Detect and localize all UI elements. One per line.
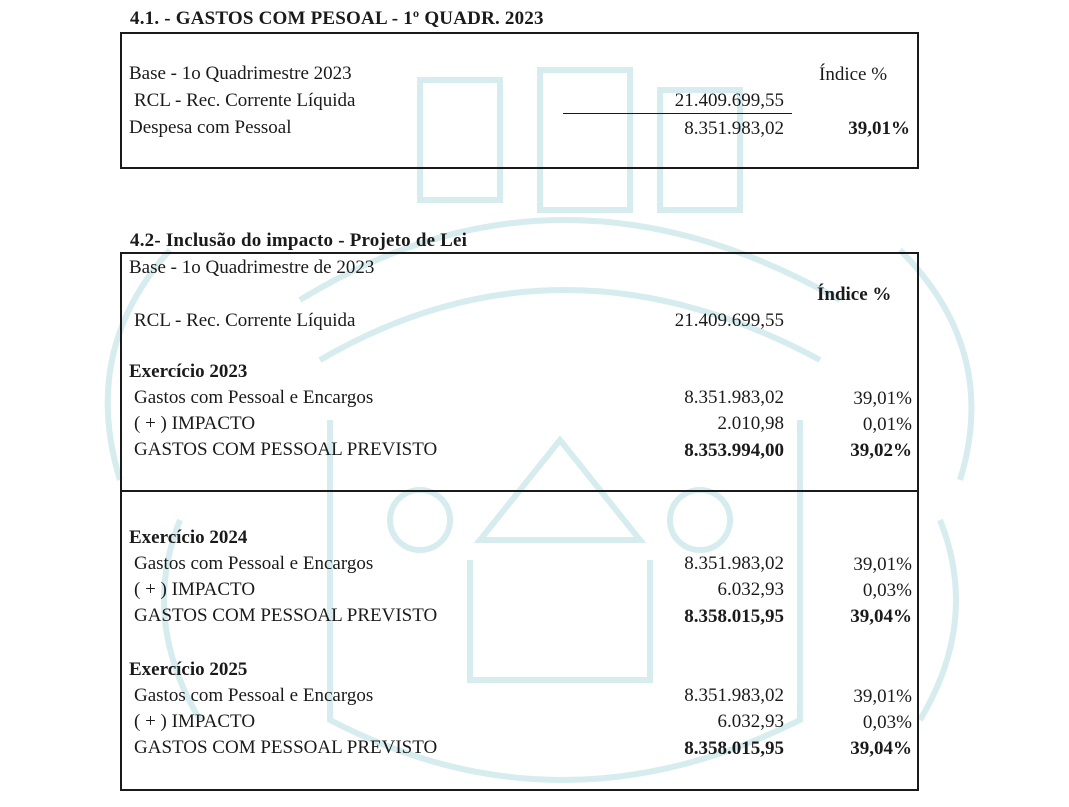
table-row-value: 2.010,98: [717, 413, 784, 434]
table-row-value: 8.351.983,02: [684, 553, 784, 574]
section2-title: 4.2- Inclusão do impacto - Projeto de Lei: [130, 230, 468, 251]
table-row-index: 39,01%: [853, 686, 912, 707]
table-row-index: 39,02%: [850, 440, 912, 461]
section2-index-header: Índice %: [817, 284, 892, 305]
table-row-value: 8.351.983,02: [684, 685, 784, 706]
table-row-value: 6.032,93: [717, 711, 784, 732]
table-row-index: 39,04%: [850, 738, 912, 759]
table-row-label: ( + ) IMPACTO: [134, 413, 256, 434]
section1-underline: [563, 113, 792, 114]
table-row-label: Gastos com Pessoal e Encargos: [134, 685, 374, 706]
table-row-index: 0,03%: [862, 712, 912, 733]
table-row-value: 8.353.994,00: [684, 440, 784, 461]
section1-rcl-value: 21.409.699,55: [674, 90, 784, 111]
table-row-label: ( + ) IMPACTO: [134, 579, 256, 600]
table-row-value: 8.358.015,95: [684, 738, 784, 759]
section1-base-label: Base - 1o Quadrimestre 2023: [129, 63, 352, 84]
table-row-index: 39,01%: [853, 388, 912, 409]
table-row-label: GASTOS COM PESSOAL PREVISTO: [134, 439, 438, 460]
section2-base-label: Base - 1o Quadrimestre de 2023: [129, 257, 375, 278]
table-row-value: 8.351.983,02: [684, 387, 784, 408]
table-row-index: 0,01%: [862, 414, 912, 435]
section2-rcl-value: 21.409.699,55: [674, 310, 784, 331]
section1-despesa-value: 8.351.983,02: [684, 118, 784, 139]
exercicio-2023-title: Exercício 2023: [129, 361, 248, 382]
section1-rcl-label: RCL - Rec. Corrente Líquida: [134, 90, 356, 111]
table-row-value: 8.358.015,95: [684, 606, 784, 627]
table-row-label: GASTOS COM PESSOAL PREVISTO: [134, 605, 438, 626]
table-row-label: ( + ) IMPACTO: [134, 711, 256, 732]
section1-despesa-label: Despesa com Pessoal: [129, 117, 292, 138]
table-row-index: 39,01%: [853, 554, 912, 575]
section2-rcl-label: RCL - Rec. Corrente Líquida: [134, 310, 356, 331]
table-row-index: 39,04%: [850, 606, 912, 627]
section1-index-header: Índice %: [819, 64, 888, 85]
exercicio-2024-title: Exercício 2024: [129, 527, 248, 548]
table-row-label: Gastos com Pessoal e Encargos: [134, 387, 374, 408]
table-row-value: 6.032,93: [717, 579, 784, 600]
table-row-label: Gastos com Pessoal e Encargos: [134, 553, 374, 574]
section1-despesa-index: 39,01%: [848, 118, 910, 139]
section1-title: 4.1. - GASTOS COM PESOAL - 1º QUADR. 2023: [130, 8, 544, 29]
table-row-index: 0,03%: [862, 580, 912, 601]
exercicio-2025-title: Exercício 2025: [129, 659, 248, 680]
table-row-label: GASTOS COM PESSOAL PREVISTO: [134, 737, 438, 758]
